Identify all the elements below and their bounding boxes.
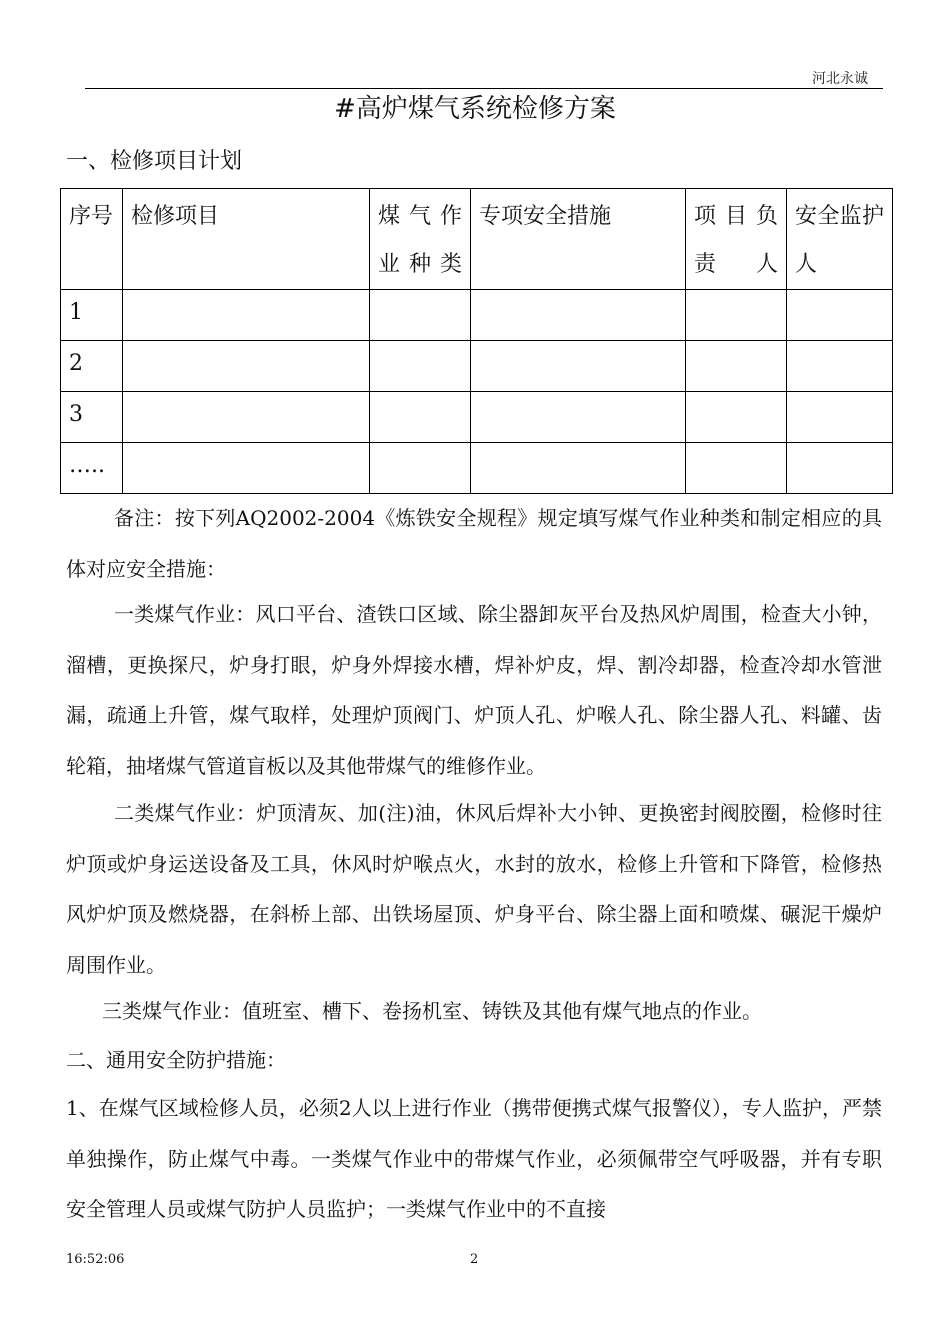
table-cell <box>787 290 893 341</box>
section-heading-plan: 一、检修项目计划 <box>66 149 243 174</box>
table-cell <box>123 341 370 392</box>
class1-gas-work-paragraph: 一类煤气作业：风口平台、渣铁口区域、除尘器卸灰平台及热风炉周围，检查大小钟，溜槽，更换探尺，炉身打眼，炉身外焊接水槽，焊补炉皮，焊、割冷却器，检查冷却水管泄漏，疏通上升管，煤气取样，处理炉顶阀门、炉顶人孔、炉喉人孔、除尘器人孔、料罐、齿轮箱，抽堵煤气管道盲板以及其他带煤气的维修作业。 <box>66 602 882 778</box>
table-cell <box>370 290 471 341</box>
table-cell: 3 <box>61 392 123 443</box>
table-cell <box>471 341 686 392</box>
table-cell <box>471 290 686 341</box>
footer-page-number: 2 <box>470 1252 479 1267</box>
header-cell-item: 检修项目 <box>123 189 370 290</box>
table-row <box>61 392 893 443</box>
table-cell: 2 <box>61 341 123 392</box>
table-cell <box>370 443 471 494</box>
table-row <box>61 290 893 341</box>
class3-gas-work-paragraph: 三类煤气作业：值班室、槽下、卷扬机室、铸铁及其他有煤气地点的作业。 <box>102 999 762 1023</box>
header-cell-gas-work-type: 煤气作业种类 <box>370 189 471 290</box>
footer-timestamp: 16:52:06 <box>66 1252 125 1267</box>
section-heading-general-safety: 二、通用安全防护措施： <box>66 1048 286 1072</box>
maintenance-plan-table <box>60 188 893 494</box>
table-cell <box>686 290 787 341</box>
safety-item-1: 1、在煤气区域检修人员，必须2人以上进行作业（携带便携式煤气报警仪），专人监护，严禁单独操作，防止煤气中毒。一类煤气作业中的带煤气作业，必须佩带空气呼吸器，并有专职安全管理人员或煤气防护人员监护；一类煤气作业中的不直接 <box>66 1096 882 1221</box>
header-organization: 河北永诚 <box>812 71 868 87</box>
table-cell <box>787 341 893 392</box>
table-row <box>61 443 893 494</box>
table-cell <box>686 392 787 443</box>
table-cell <box>686 341 787 392</box>
note-paragraph: 备注：按下列AQ2002-2004《炼铁安全规程》规定填写煤气作业种类和制定相应的具体对应安全措施： <box>66 506 882 581</box>
header-cell-seq: 序号 <box>61 189 123 290</box>
table-row <box>61 341 893 392</box>
table-cell <box>787 443 893 494</box>
table-cell <box>123 290 370 341</box>
table-cell <box>123 443 370 494</box>
class2-gas-work-paragraph: 二类煤气作业：炉顶清灰、加(注)油，休风后焊补大小钟、更换密封阀胶圈，检修时往炉顶或炉身运送设备及工具，休风时炉喉点火，水封的放水，检修上升管和下降管，检修热风炉炉顶及燃烧器，在斜桥上部、出铁场屋顶、炉身平台、除尘器上面和喷煤、碾泥干燥炉周围作业。 <box>66 801 882 977</box>
table-cell <box>471 392 686 443</box>
page-title: #高炉煤气系统检修方案 <box>334 94 616 124</box>
header-cell-safety-supervisor: 安全监护人 <box>787 189 893 290</box>
table-cell <box>370 392 471 443</box>
table-cell <box>471 443 686 494</box>
table-cell <box>123 392 370 443</box>
table-header-row <box>61 189 893 290</box>
table-cell <box>787 392 893 443</box>
header-cell-safety-measures: 专项安全措施 <box>471 189 686 290</box>
table-cell <box>686 443 787 494</box>
header-divider <box>85 88 883 89</box>
header-cell-project-leader: 项目负责人 <box>686 189 787 290</box>
table-cell <box>370 341 471 392</box>
table-cell: 1 <box>61 290 123 341</box>
table-cell: ….. <box>61 443 123 494</box>
